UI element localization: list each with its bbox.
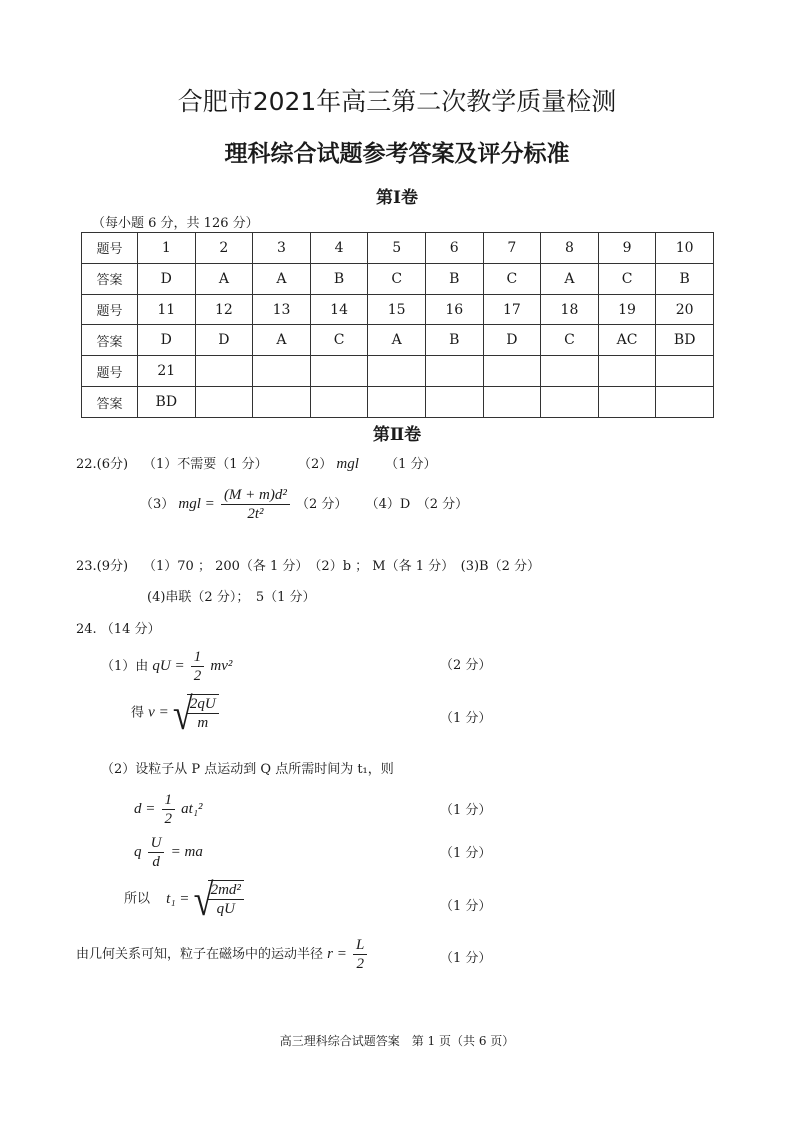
q24-s1-prefix: （1）由 xyxy=(101,659,149,674)
table-cell: B xyxy=(656,263,714,294)
q24-step-2 xyxy=(131,689,221,739)
table-cell: 8 xyxy=(541,233,599,264)
q22-answer-1: （1）不需要（1 分） xyxy=(143,457,268,472)
table-cell xyxy=(541,387,599,418)
table-cell: C xyxy=(483,263,541,294)
table-cell xyxy=(425,387,483,418)
q24-s5-score: （1 分） xyxy=(440,846,492,861)
table-cell xyxy=(368,387,426,418)
table-row xyxy=(82,387,714,418)
q22-label: 22.(6分) xyxy=(76,457,129,472)
q22-a2-score: （1 分） xyxy=(385,457,437,472)
q24-s5-prefix: q xyxy=(134,844,142,860)
table-cell: D xyxy=(138,263,196,294)
table-cell: D xyxy=(195,325,253,356)
q24-s7-fraction xyxy=(353,936,367,973)
table-cell xyxy=(483,356,541,387)
q24-s6-denominator: qU xyxy=(216,901,235,917)
q24-step-5 xyxy=(134,834,203,871)
q24-s2-score: （1 分） xyxy=(440,711,492,726)
q24-step-4 xyxy=(134,791,203,828)
table-cell: 7 xyxy=(483,233,541,264)
q22-a3-score: （2 分） xyxy=(296,497,348,512)
q24-s7-numerator: L xyxy=(353,936,367,955)
q24-s7-lhs: r = xyxy=(327,946,347,962)
q24-s1-tail: mv² xyxy=(210,658,233,674)
q22-answer-2 xyxy=(298,453,436,473)
q24-s5-fraction xyxy=(148,834,165,871)
table-cell: B xyxy=(310,263,368,294)
q22-answer-4: （4）D （2 分） xyxy=(365,497,469,512)
q24-s1-fraction xyxy=(191,648,205,685)
row-label: 题号 xyxy=(82,294,138,325)
table-cell: 18 xyxy=(541,294,599,325)
q23-line-2: (4)串联（2 分）； 5（1 分） xyxy=(147,590,316,605)
document-title: 合肥市2021年高三第二次教学质量检测 xyxy=(177,87,617,116)
q24-s6-prefix: 所以 xyxy=(124,891,151,907)
row-label: 答案 xyxy=(82,325,138,356)
table-cell: A xyxy=(368,325,426,356)
table-cell xyxy=(368,356,426,387)
table-cell: A xyxy=(253,325,311,356)
table-cell xyxy=(195,387,253,418)
table-cell: C xyxy=(598,263,656,294)
table-cell: 6 xyxy=(425,233,483,264)
q24-s7-score: （1 分） xyxy=(440,951,492,966)
q24-s4-score: （1 分） xyxy=(440,803,492,818)
table-cell: 11 xyxy=(138,294,196,325)
q24-s4-fraction xyxy=(162,791,176,828)
table-cell: 21 xyxy=(138,356,196,387)
q24-step-3: （2）设粒子从 P 点运动到 Q 点所需时间为 t₁，则 xyxy=(101,762,394,777)
row-label: 题号 xyxy=(82,356,138,387)
q24-s4-denominator: 2 xyxy=(164,811,173,827)
table-cell: BD xyxy=(138,387,196,418)
q24-step-6 xyxy=(124,875,246,925)
table-cell: D xyxy=(483,325,541,356)
sqrt-sign-icon: √ xyxy=(193,875,214,925)
table-cell xyxy=(253,356,311,387)
table-cell xyxy=(310,387,368,418)
table-cell xyxy=(656,387,714,418)
table-cell: 15 xyxy=(368,294,426,325)
table-row xyxy=(82,356,714,387)
document-subtitle: 理科综合试题参考答案及评分标准 xyxy=(224,140,570,167)
q22-a3-lhs: mgl = xyxy=(178,496,215,512)
answer-table xyxy=(81,232,714,418)
table-cell: C xyxy=(310,325,368,356)
sqrt-sign-icon: √ xyxy=(172,689,193,739)
table-cell: AC xyxy=(598,325,656,356)
table-cell: 19 xyxy=(598,294,656,325)
q24-s7-text: 由几何关系可知，粒子在磁场中的运动半径 xyxy=(76,947,324,962)
table-cell xyxy=(656,356,714,387)
q24-s6-score: （1 分） xyxy=(440,899,492,914)
table-cell: 12 xyxy=(195,294,253,325)
table-cell: 9 xyxy=(598,233,656,264)
q24-step-1 xyxy=(101,648,232,685)
row-label: 答案 xyxy=(82,263,138,294)
q24-step-7 xyxy=(76,936,369,973)
q24-s5-tail: = ma xyxy=(170,844,203,860)
table-cell: 13 xyxy=(253,294,311,325)
table-cell: A xyxy=(253,263,311,294)
table-cell xyxy=(425,356,483,387)
table-row xyxy=(82,233,714,264)
part1-heading: 第Ⅰ卷 xyxy=(376,188,418,208)
part2-heading: 第Ⅱ卷 xyxy=(372,425,422,445)
q24-s5-numerator: U xyxy=(148,834,165,853)
row-label: 答案 xyxy=(82,387,138,418)
table-cell: 17 xyxy=(483,294,541,325)
q23-line-1: （1）70 ； 200（各 1 分） （2）b ； M（各 1 分） (3)B（2 分） xyxy=(143,559,541,574)
q24-s4-lhs: d = xyxy=(134,801,156,817)
table-cell xyxy=(541,356,599,387)
q22-a3-numerator: (M + m)d² xyxy=(221,486,290,505)
q22-answer-3 xyxy=(140,486,468,523)
q22-a3-denominator: 2t² xyxy=(247,506,264,522)
table-cell: 1 xyxy=(138,233,196,264)
q24-s1-numerator: 1 xyxy=(191,648,205,667)
q24-s1-lhs: qU = xyxy=(152,658,185,674)
table-cell xyxy=(310,356,368,387)
table-row xyxy=(82,263,714,294)
table-row xyxy=(82,294,714,325)
q24-s2-sqrt xyxy=(172,689,221,739)
table-cell xyxy=(483,387,541,418)
table-row xyxy=(82,325,714,356)
q22-a3-fraction xyxy=(221,486,290,523)
q24-s6-numerator: 2md² xyxy=(208,881,244,900)
q24-s2-lhs: v = xyxy=(148,704,169,721)
table-cell xyxy=(598,387,656,418)
table-cell: 20 xyxy=(656,294,714,325)
q22-a2-prefix: （2） xyxy=(298,457,333,472)
q24-label: 24. （14 分） xyxy=(76,622,161,637)
q24-s1-score: （2 分） xyxy=(440,658,492,673)
q24-s7-denominator: 2 xyxy=(356,956,364,972)
q24-s4-numerator: 1 xyxy=(162,791,176,810)
table-cell xyxy=(253,387,311,418)
row-label: 题号 xyxy=(82,233,138,264)
q24-s2-numerator: 2qU xyxy=(187,695,219,714)
q22-a3-prefix: （3） xyxy=(140,497,175,512)
q24-s2-prefix: 得 xyxy=(131,705,145,721)
q24-s5-denominator: d xyxy=(152,854,160,870)
table-cell: B xyxy=(425,263,483,294)
table-cell: C xyxy=(541,325,599,356)
table-cell: 4 xyxy=(310,233,368,264)
page-footer: 高三理科综合试题答案 第 1 页（共 6 页） xyxy=(279,1034,515,1048)
q23-label: 23.(9分) xyxy=(76,559,129,574)
part1-note: （每小题 6 分，共 126 分） xyxy=(92,216,259,231)
table-cell xyxy=(195,356,253,387)
q24-s1-denominator: 2 xyxy=(193,668,202,684)
table-cell: 14 xyxy=(310,294,368,325)
table-cell: 10 xyxy=(656,233,714,264)
table-cell: 16 xyxy=(425,294,483,325)
table-cell: 3 xyxy=(253,233,311,264)
table-cell: A xyxy=(541,263,599,294)
q24-s2-denominator: m xyxy=(197,715,209,731)
table-cell: D xyxy=(138,325,196,356)
table-cell: A xyxy=(195,263,253,294)
table-cell: C xyxy=(368,263,426,294)
q24-s4-tail: at₁² xyxy=(181,801,203,817)
table-cell: BD xyxy=(656,325,714,356)
table-cell: 5 xyxy=(368,233,426,264)
q24-s6-sqrt xyxy=(193,875,246,925)
table-cell xyxy=(598,356,656,387)
table-cell: B xyxy=(425,325,483,356)
q22-a2-formula: mgl xyxy=(336,456,359,472)
table-cell: 2 xyxy=(195,233,253,264)
q24-s6-lhs: t₁ = xyxy=(166,890,190,907)
